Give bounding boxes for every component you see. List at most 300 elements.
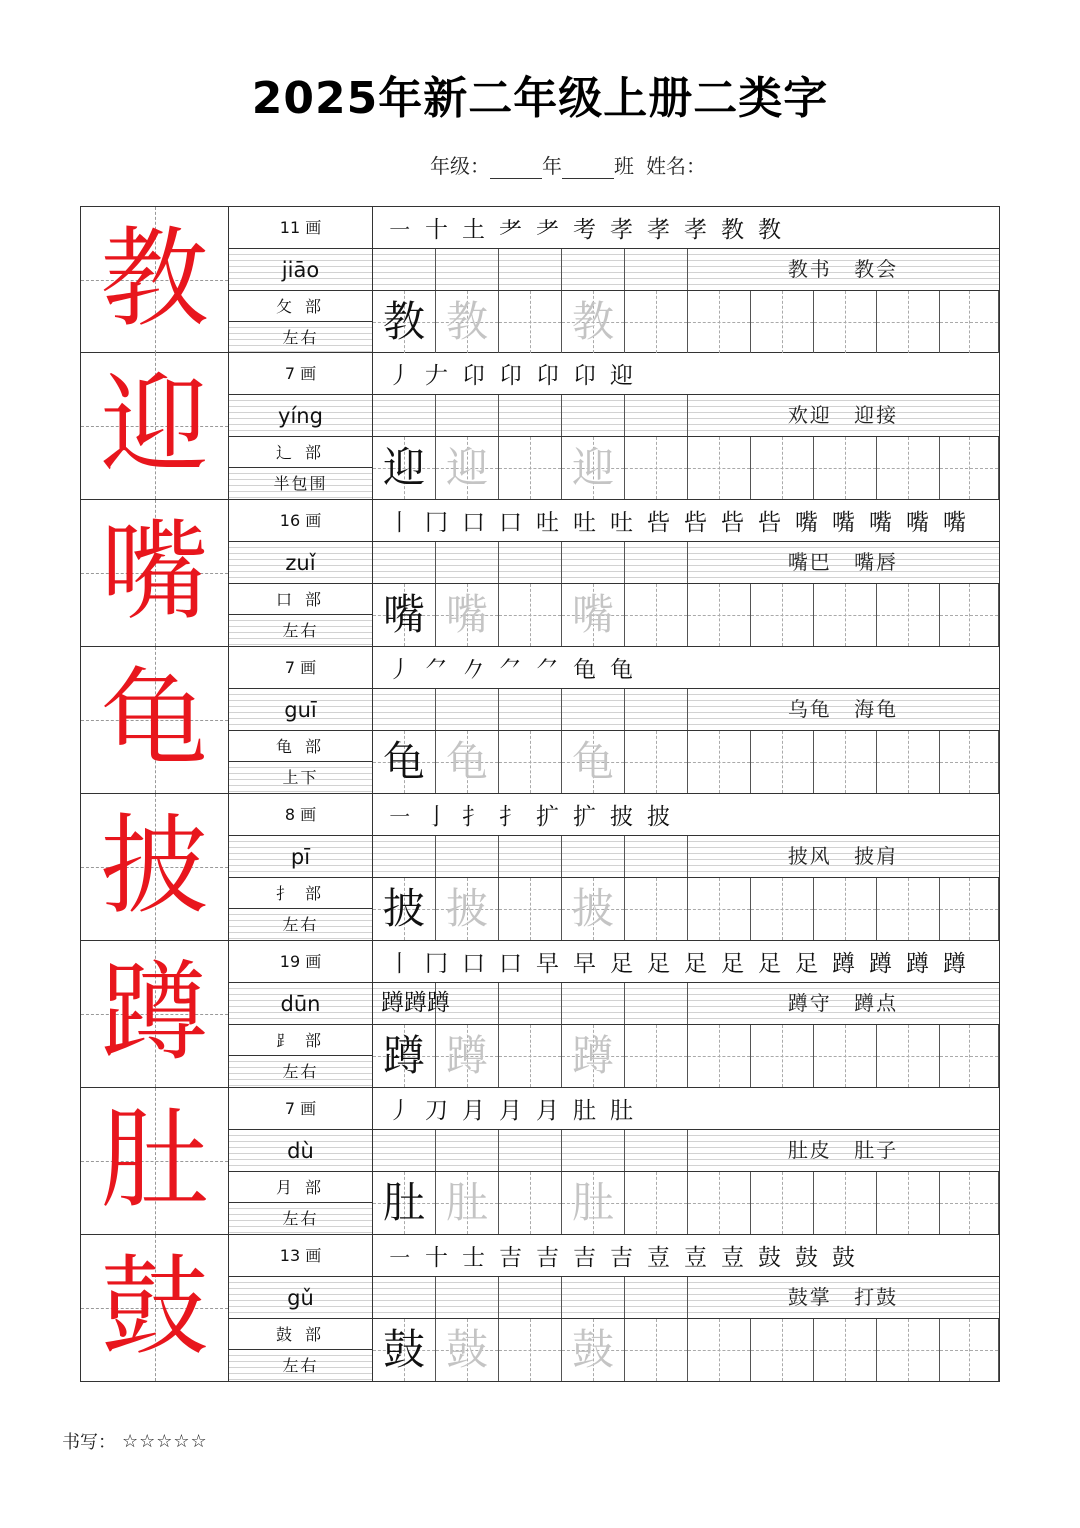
tian-cell[interactable] xyxy=(373,1172,436,1234)
trace-character: 蹲 xyxy=(445,1031,488,1080)
pinyin-writing-cell[interactable] xyxy=(562,689,625,730)
writing-grid xyxy=(373,878,999,940)
model-character: 肚 xyxy=(100,1098,209,1223)
tian-cell[interactable] xyxy=(625,437,688,499)
model-character-box xyxy=(81,1088,229,1234)
pinyin-writing-cell[interactable] xyxy=(625,689,688,730)
stroke-step: 吐 xyxy=(536,510,559,536)
pinyin-writing-cell[interactable] xyxy=(562,542,625,583)
character-row xyxy=(80,647,1000,794)
tian-cell[interactable] xyxy=(562,1319,625,1381)
pinyin-writing-cell[interactable] xyxy=(562,1277,625,1318)
stroke-step: 亅 xyxy=(425,804,448,830)
pinyin-writing-cell[interactable] xyxy=(436,689,499,730)
example-words: 披风 披肩 xyxy=(787,844,899,868)
example-words: 教书 教会 xyxy=(787,257,899,281)
pinyin-writing-cell[interactable] xyxy=(625,1130,688,1171)
tian-cell[interactable] xyxy=(562,1172,625,1234)
tian-cell[interactable] xyxy=(373,731,436,793)
pinyin-practice-row xyxy=(373,1277,999,1319)
stroke-step: ㇐ xyxy=(388,804,411,830)
model-character-box xyxy=(81,794,229,940)
stroke-step: 教 xyxy=(758,217,781,243)
tian-cell[interactable] xyxy=(499,437,562,499)
practice-character: 蹲 xyxy=(381,990,404,1016)
tian-cell[interactable] xyxy=(688,291,751,353)
tian-cell[interactable] xyxy=(940,878,999,940)
stroke-step: 嘴 xyxy=(906,510,929,536)
stroke-step: 口 xyxy=(499,951,522,977)
tian-cell[interactable] xyxy=(436,731,499,793)
writing-grid xyxy=(373,584,999,646)
tian-cell[interactable] xyxy=(877,1319,940,1381)
pinyin: gǔ xyxy=(229,1277,372,1319)
stroke-step: 披 xyxy=(647,804,670,830)
stroke-step: 𠂊 xyxy=(462,657,485,683)
tian-cell[interactable] xyxy=(373,1319,436,1381)
rating-stars[interactable]: ☆☆☆☆☆ xyxy=(122,1430,208,1452)
stroke-count: 11 画 xyxy=(229,207,372,249)
tian-cell[interactable] xyxy=(625,1319,688,1381)
sample-character: 蹲 xyxy=(382,1031,425,1080)
practice-character: 蹲 xyxy=(404,990,427,1016)
character-row xyxy=(80,1235,1000,1382)
tian-cell[interactable] xyxy=(688,1025,751,1087)
stroke-step: 早 xyxy=(536,951,559,977)
pinyin-practice-row xyxy=(373,249,999,291)
stroke-step: 呰 xyxy=(684,510,707,536)
tian-cell[interactable] xyxy=(688,731,751,793)
model-character-box xyxy=(81,207,229,353)
stroke-step: 鼓 xyxy=(758,1245,781,1271)
character-meta xyxy=(229,941,373,1087)
example-words: 欢迎 迎接 xyxy=(787,403,899,427)
tian-cell[interactable] xyxy=(436,878,499,940)
stroke-step: 月 xyxy=(536,1098,559,1124)
footer xyxy=(62,1428,208,1454)
trace-character: 肚 xyxy=(571,1178,614,1227)
radical: 扌 部 xyxy=(229,878,372,909)
tian-cell[interactable] xyxy=(688,1319,751,1381)
stroke-step: ⺈ xyxy=(499,657,522,683)
tian-cell[interactable] xyxy=(688,1172,751,1234)
tian-cell[interactable] xyxy=(940,291,999,353)
trace-character: 教 xyxy=(445,297,488,346)
character-row xyxy=(80,353,1000,500)
stroke-step: 鼓 xyxy=(795,1245,818,1271)
tian-cell[interactable] xyxy=(562,584,625,646)
pinyin: zuǐ xyxy=(229,542,372,584)
pinyin-practice-row xyxy=(373,395,999,437)
trace-character: 嘴 xyxy=(445,590,488,639)
trace-character: 迎 xyxy=(445,443,488,492)
trace-character: 龟 xyxy=(571,737,614,786)
grade-label: 年级： xyxy=(430,154,490,178)
stroke-step: 吐 xyxy=(573,510,596,536)
stroke-step: 冂 xyxy=(425,951,448,977)
stroke-step: 卬 xyxy=(536,363,559,389)
example-words: 蹲守 蹲点 xyxy=(787,991,899,1015)
stroke-step: 耂 xyxy=(499,217,522,243)
tian-cell[interactable] xyxy=(814,291,877,353)
character-row xyxy=(80,206,1000,353)
character-row xyxy=(80,941,1000,1088)
pinyin: dù xyxy=(229,1130,372,1172)
tian-cell[interactable] xyxy=(940,1319,999,1381)
tian-cell[interactable] xyxy=(877,1172,940,1234)
tian-cell[interactable] xyxy=(499,291,562,353)
stroke-step: 蹲 xyxy=(906,951,929,977)
character-meta xyxy=(229,1235,373,1381)
tian-cell[interactable] xyxy=(499,731,562,793)
pinyin-writing-cell[interactable] xyxy=(436,1277,499,1318)
character-row xyxy=(80,794,1000,941)
pinyin-writing-cell[interactable] xyxy=(373,836,436,877)
pinyin-writing-cell[interactable] xyxy=(499,983,562,1024)
pinyin-writing-cell[interactable] xyxy=(562,1130,625,1171)
tian-cell[interactable] xyxy=(940,584,999,646)
model-character-box xyxy=(81,941,229,1087)
pinyin-writing-cell[interactable] xyxy=(562,983,625,1024)
stroke-step: ㇐ xyxy=(388,217,411,243)
stroke-count: 16 画 xyxy=(229,500,372,542)
stroke-step: 卬 xyxy=(462,363,485,389)
stroke-step: 丿 xyxy=(388,657,411,683)
stroke-step: 丿 xyxy=(388,363,411,389)
tian-cell[interactable] xyxy=(877,1025,940,1087)
stroke-step: 呰 xyxy=(647,510,670,536)
tian-cell[interactable] xyxy=(436,1025,499,1087)
stroke-order xyxy=(373,353,999,395)
example-words: 鼓掌 打鼓 xyxy=(787,1285,899,1309)
stroke-step: 鼓 xyxy=(832,1245,855,1271)
sample-character: 龟 xyxy=(382,737,425,786)
character-row xyxy=(80,1088,1000,1235)
pinyin-practice-row xyxy=(373,1130,999,1172)
tian-cell[interactable] xyxy=(436,1172,499,1234)
tian-cell[interactable] xyxy=(373,878,436,940)
pinyin-writing-cell[interactable] xyxy=(436,1130,499,1171)
class-label: 班 xyxy=(614,154,634,178)
stroke-step: 嘴 xyxy=(832,510,855,536)
tian-cell[interactable] xyxy=(751,291,814,353)
model-character: 披 xyxy=(100,804,209,929)
pinyin-writing-cell[interactable] xyxy=(373,395,436,436)
example-words: 嘴巴 嘴唇 xyxy=(787,550,899,574)
tian-cell[interactable] xyxy=(688,437,751,499)
trace-character: 鼓 xyxy=(571,1325,614,1374)
stroke-step: 足 xyxy=(647,951,670,977)
tian-cell[interactable] xyxy=(877,878,940,940)
stroke-step: 早 xyxy=(573,951,596,977)
writing-label: 书写： xyxy=(62,1432,116,1453)
character-grid xyxy=(80,206,1000,1382)
character-meta xyxy=(229,1088,373,1234)
stroke-step: 嘴 xyxy=(795,510,818,536)
tian-cell[interactable] xyxy=(499,1319,562,1381)
character-meta xyxy=(229,794,373,940)
pinyin-writing-cell[interactable] xyxy=(625,983,688,1024)
pinyin-writing-cell[interactable] xyxy=(625,1277,688,1318)
tian-cell[interactable] xyxy=(751,878,814,940)
tian-cell[interactable] xyxy=(688,584,751,646)
pinyin-writing-cell[interactable] xyxy=(625,836,688,877)
tian-cell[interactable] xyxy=(625,291,688,353)
pinyin-writing-cell[interactable] xyxy=(373,249,436,290)
pinyin-writing-cell[interactable] xyxy=(373,1277,436,1318)
pinyin-writing-cell[interactable] xyxy=(499,836,562,877)
stroke-step: 孝 xyxy=(647,217,670,243)
radical: 辶 部 xyxy=(229,437,372,468)
stroke-step: ⺈ xyxy=(425,657,448,683)
example-words: 肚皮 肚子 xyxy=(787,1138,899,1162)
character-meta xyxy=(229,353,373,499)
tian-cell[interactable] xyxy=(562,731,625,793)
trace-character: 教 xyxy=(571,297,614,346)
tian-cell[interactable] xyxy=(625,878,688,940)
stroke-step: 丨 xyxy=(388,951,411,977)
tian-cell[interactable] xyxy=(877,291,940,353)
model-character: 龟 xyxy=(100,657,209,782)
writing-grid xyxy=(373,437,999,499)
model-character: 蹲 xyxy=(100,951,209,1076)
stroke-step: 月 xyxy=(462,1098,485,1124)
stroke-count: 7 画 xyxy=(229,1088,372,1130)
stroke-step: 口 xyxy=(462,510,485,536)
tian-cell[interactable] xyxy=(751,1172,814,1234)
stroke-count: 13 画 xyxy=(229,1235,372,1277)
stroke-order xyxy=(373,794,999,836)
tian-cell[interactable] xyxy=(562,291,625,353)
tian-cell[interactable] xyxy=(499,1025,562,1087)
stroke-step: 披 xyxy=(610,804,633,830)
pinyin-practice-row xyxy=(373,983,999,1025)
stroke-step: 扌 xyxy=(499,804,522,830)
stroke-step: 吉 xyxy=(573,1245,596,1271)
sample-character: 迎 xyxy=(382,443,425,492)
tian-cell[interactable] xyxy=(625,584,688,646)
pinyin-writing-cell[interactable] xyxy=(499,1130,562,1171)
tian-cell[interactable] xyxy=(373,1025,436,1087)
pinyin-writing-cell[interactable] xyxy=(499,395,562,436)
stroke-order xyxy=(373,941,999,983)
tian-cell[interactable] xyxy=(436,437,499,499)
tian-cell[interactable] xyxy=(625,731,688,793)
tian-cell[interactable] xyxy=(688,878,751,940)
structure: 半包围 xyxy=(229,468,372,499)
stroke-step: 丨 xyxy=(388,510,411,536)
tian-cell[interactable] xyxy=(751,731,814,793)
pinyin-writing-cell[interactable] xyxy=(436,249,499,290)
trace-character: 龟 xyxy=(445,737,488,786)
tian-cell[interactable] xyxy=(814,437,877,499)
stroke-step: 丿 xyxy=(388,1098,411,1124)
pinyin: yíng xyxy=(229,395,372,437)
pinyin-writing-cell[interactable] xyxy=(625,395,688,436)
pinyin-writing-cell[interactable] xyxy=(625,542,688,583)
tian-cell[interactable] xyxy=(373,437,436,499)
model-character: 迎 xyxy=(100,363,209,488)
stroke-order xyxy=(373,647,999,689)
pinyin-writing-cell[interactable] xyxy=(436,836,499,877)
tian-cell[interactable] xyxy=(940,731,999,793)
stroke-step: 孝 xyxy=(684,217,707,243)
trace-character: 鼓 xyxy=(445,1325,488,1374)
stroke-step: 呰 xyxy=(721,510,744,536)
tian-cell[interactable] xyxy=(436,1319,499,1381)
sample-character: 肚 xyxy=(382,1178,425,1227)
pinyin-writing-cell[interactable] xyxy=(562,836,625,877)
model-character: 鼓 xyxy=(100,1245,209,1370)
pinyin-writing-cell[interactable] xyxy=(499,689,562,730)
tian-cell[interactable] xyxy=(625,1025,688,1087)
stroke-step: 吉 xyxy=(610,1245,633,1271)
pinyin-writing-cell[interactable] xyxy=(562,249,625,290)
pinyin-writing-cell[interactable] xyxy=(562,395,625,436)
pinyin-writing-cell[interactable] xyxy=(373,542,436,583)
stroke-step: 肚 xyxy=(610,1098,633,1124)
tian-cell[interactable] xyxy=(877,731,940,793)
structure: 左右 xyxy=(229,909,372,940)
tian-cell[interactable] xyxy=(751,1319,814,1381)
writing-grid xyxy=(373,1172,999,1234)
stroke-step: 考 xyxy=(573,217,596,243)
trace-character: 披 xyxy=(445,884,488,933)
pinyin-writing-cell[interactable] xyxy=(499,1277,562,1318)
tian-cell[interactable] xyxy=(499,1172,562,1234)
radical: 口 部 xyxy=(229,584,372,615)
stroke-step: 扩 xyxy=(536,804,559,830)
stroke-step: 足 xyxy=(684,951,707,977)
stroke-step: 蹲 xyxy=(832,951,855,977)
stroke-step: 呰 xyxy=(758,510,781,536)
tian-cell[interactable] xyxy=(940,1172,999,1234)
stroke-step: 土 xyxy=(462,217,485,243)
sample-character: 鼓 xyxy=(382,1325,425,1374)
tian-cell[interactable] xyxy=(877,584,940,646)
model-character-box xyxy=(81,500,229,646)
example-words: 乌龟 海龟 xyxy=(787,697,899,721)
stroke-step: 嘴 xyxy=(869,510,892,536)
tian-cell[interactable] xyxy=(562,437,625,499)
tian-cell[interactable] xyxy=(814,1025,877,1087)
tian-cell[interactable] xyxy=(940,437,999,499)
tian-cell[interactable] xyxy=(625,1172,688,1234)
tian-cell[interactable] xyxy=(373,584,436,646)
radical: ⻊ 部 xyxy=(229,1025,372,1056)
pinyin: pī xyxy=(229,836,372,878)
character-meta xyxy=(229,647,373,793)
stroke-step: 孝 xyxy=(610,217,633,243)
tian-cell[interactable] xyxy=(499,878,562,940)
pinyin-writing-cell[interactable] xyxy=(373,1130,436,1171)
trace-character: 蹲 xyxy=(571,1031,614,1080)
pinyin: guī xyxy=(229,689,372,731)
stroke-step: ⺈ xyxy=(536,657,559,683)
pinyin-writing-cell[interactable] xyxy=(499,542,562,583)
structure: 左右 xyxy=(229,322,372,353)
tian-cell[interactable] xyxy=(436,291,499,353)
tian-cell[interactable] xyxy=(436,584,499,646)
grade-blank[interactable] xyxy=(490,156,542,179)
character-meta xyxy=(229,500,373,646)
stroke-step: 卬 xyxy=(499,363,522,389)
tian-cell[interactable] xyxy=(499,584,562,646)
stroke-count: 8 画 xyxy=(229,794,372,836)
radical: 龟 部 xyxy=(229,731,372,762)
writing-grid xyxy=(373,291,999,353)
structure: 上下 xyxy=(229,762,372,793)
practice-character: 蹲 xyxy=(427,990,450,1016)
character-row xyxy=(80,500,1000,647)
stroke-order xyxy=(373,1235,999,1277)
tian-cell[interactable] xyxy=(751,584,814,646)
stroke-step: 壴 xyxy=(721,1245,744,1271)
pinyin-practice-row xyxy=(373,836,999,878)
trace-character: 嘴 xyxy=(571,590,614,639)
pinyin-writing-cell[interactable] xyxy=(436,395,499,436)
tian-cell[interactable] xyxy=(562,1025,625,1087)
pinyin: jiāo xyxy=(229,249,372,291)
stroke-step: 足 xyxy=(721,951,744,977)
pinyin-practice-row xyxy=(373,542,999,584)
stroke-count: 7 画 xyxy=(229,647,372,689)
stroke-step: 肚 xyxy=(573,1098,596,1124)
tian-cell[interactable] xyxy=(751,437,814,499)
tian-cell[interactable] xyxy=(940,1025,999,1087)
radical: 攵 部 xyxy=(229,291,372,322)
model-character-box xyxy=(81,1235,229,1381)
tian-cell[interactable] xyxy=(814,878,877,940)
stroke-step: 迎 xyxy=(610,363,633,389)
tian-cell[interactable] xyxy=(814,584,877,646)
writing-grid xyxy=(373,1319,999,1381)
pinyin-writing-cell[interactable] xyxy=(499,249,562,290)
tian-cell[interactable] xyxy=(814,1319,877,1381)
stroke-step: 耂 xyxy=(536,217,559,243)
stroke-order xyxy=(373,207,999,249)
pinyin-practice-row xyxy=(373,689,999,731)
stroke-step: 十 xyxy=(425,1245,448,1271)
radical: 月 部 xyxy=(229,1172,372,1203)
stroke-step: 士 xyxy=(462,1245,485,1271)
stroke-step: 蹲 xyxy=(943,951,966,977)
stroke-count: 7 画 xyxy=(229,353,372,395)
model-character: 教 xyxy=(100,217,209,342)
radical: 鼓 部 xyxy=(229,1319,372,1350)
stroke-step: 教 xyxy=(721,217,744,243)
character-meta xyxy=(229,207,373,353)
tian-cell[interactable] xyxy=(814,1172,877,1234)
pinyin-writing-cell[interactable] xyxy=(625,249,688,290)
tian-cell[interactable] xyxy=(814,731,877,793)
model-character: 嘴 xyxy=(100,510,209,635)
tian-cell[interactable] xyxy=(562,878,625,940)
tian-cell[interactable] xyxy=(751,1025,814,1087)
class-blank[interactable] xyxy=(562,156,614,179)
stroke-step: 刀 xyxy=(425,1098,448,1124)
stroke-step: 口 xyxy=(462,951,485,977)
page-title: 2025年新二年级上册二类字 xyxy=(251,73,829,124)
pinyin-writing-cell[interactable] xyxy=(373,689,436,730)
tian-cell[interactable] xyxy=(877,437,940,499)
model-character-box xyxy=(81,353,229,499)
pinyin-writing-cell[interactable] xyxy=(436,542,499,583)
stroke-step: 壴 xyxy=(684,1245,707,1271)
sample-character: 嘴 xyxy=(382,590,425,639)
structure: 左右 xyxy=(229,1056,372,1087)
tian-cell[interactable] xyxy=(373,291,436,353)
